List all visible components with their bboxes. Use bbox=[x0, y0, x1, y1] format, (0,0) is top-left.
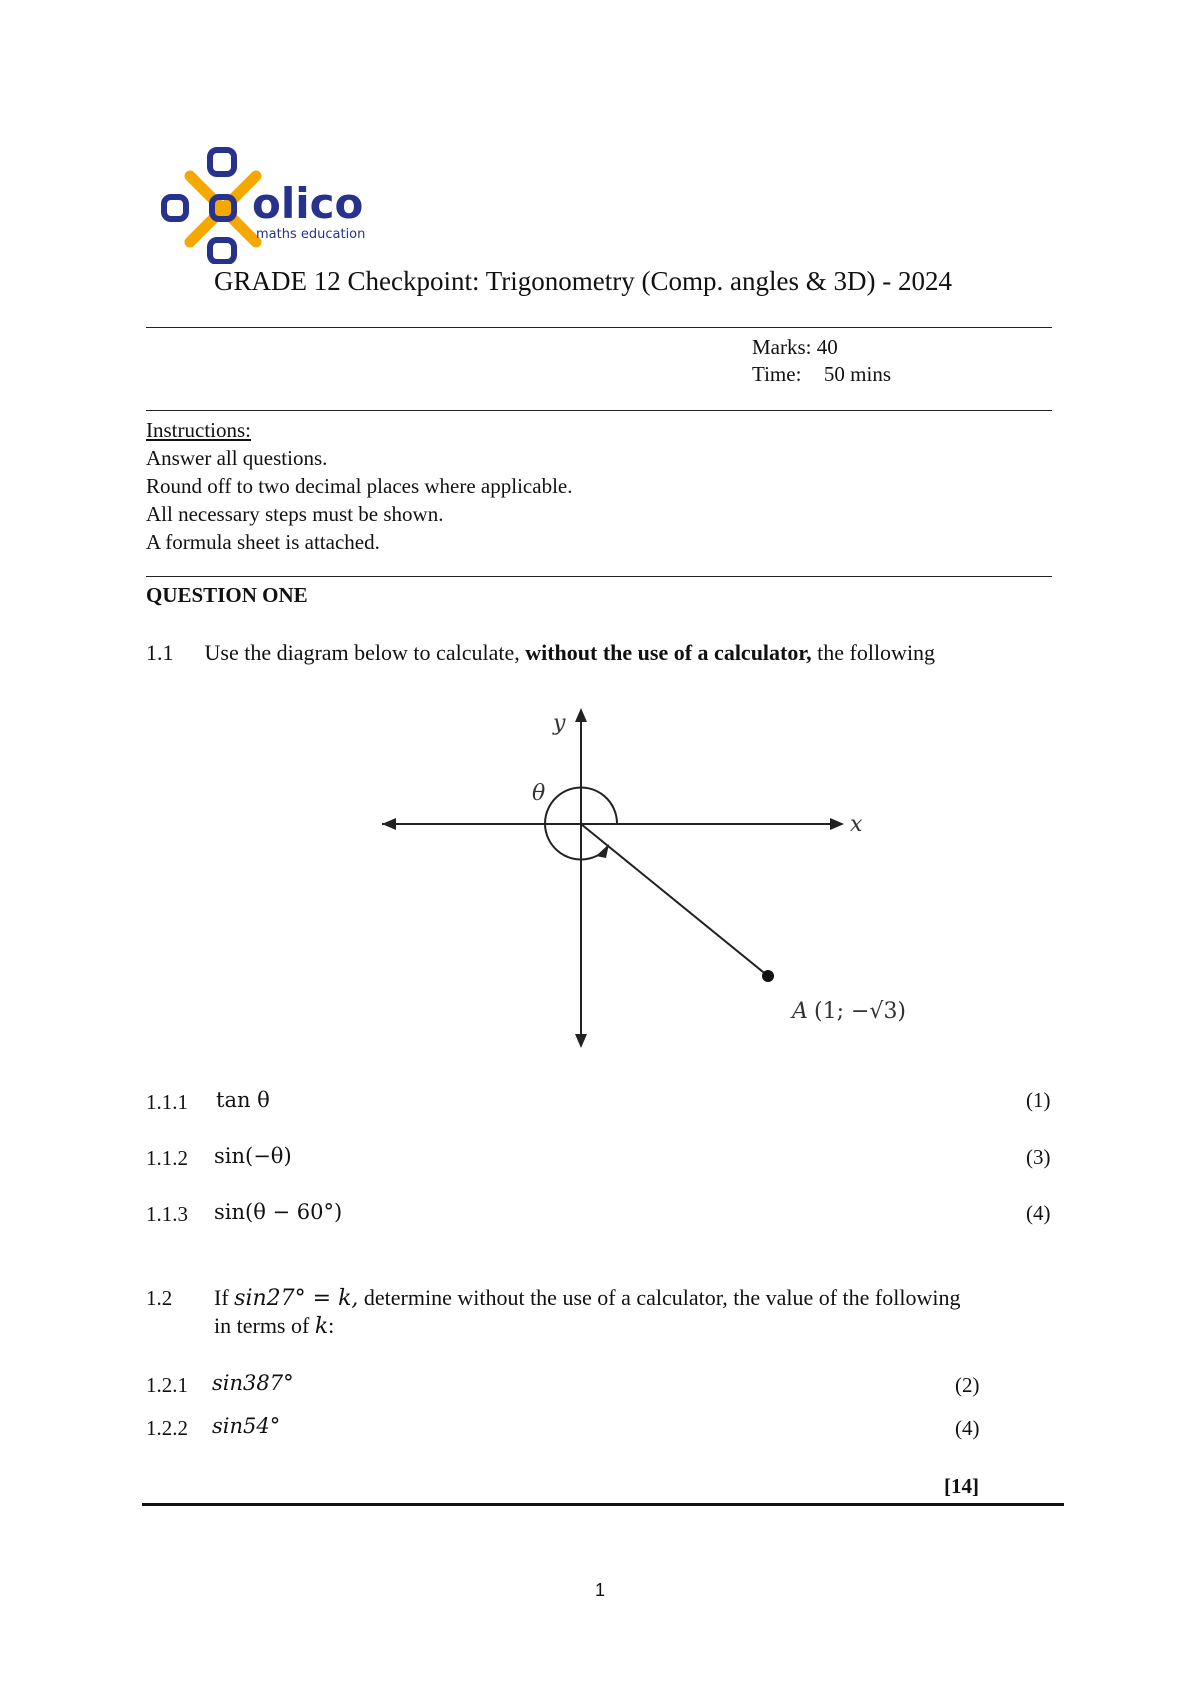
subquestion-number: 1.2.2 bbox=[146, 1416, 188, 1440]
question-text: determine without the use of a calculator, the value of the following bbox=[363, 1285, 961, 1310]
divider bbox=[146, 327, 1052, 328]
logo-tagline: maths education bbox=[256, 227, 366, 242]
question-1-2-line-1 bbox=[214, 1285, 960, 1311]
instruction-line: Round off to two decimal places where applicable. bbox=[146, 474, 573, 498]
subquestion-expression: sin54° bbox=[212, 1414, 281, 1438]
divider bbox=[146, 576, 1052, 577]
instructions-heading: Instructions: bbox=[146, 418, 251, 442]
subquestion-number: 1.1.1 bbox=[146, 1090, 188, 1114]
arrow-right-icon bbox=[830, 818, 844, 830]
instruction-line: All necessary steps must be shown. bbox=[146, 502, 444, 526]
question-number: 1.1 bbox=[146, 640, 174, 665]
subquestion-number: 1.1.3 bbox=[146, 1202, 188, 1226]
page-title: GRADE 12 Checkpoint: Trigonometry (Comp. angles & 3D) - 2024 bbox=[214, 266, 952, 296]
point-label: A bbox=[792, 999, 808, 1024]
time-allowed bbox=[752, 362, 891, 387]
subquestion-marks: (3) bbox=[1026, 1145, 1051, 1169]
time-value: 50 mins bbox=[823, 362, 892, 386]
point-a bbox=[762, 970, 774, 982]
question-text: in terms of bbox=[214, 1313, 310, 1338]
question-number: 1.2 bbox=[146, 1286, 173, 1310]
question-1-2-line-2 bbox=[214, 1313, 334, 1339]
question-text-bold: without the use of a calculator, bbox=[525, 640, 812, 665]
y-axis-label: y bbox=[553, 711, 566, 736]
subquestion-expression: sin(−θ) bbox=[214, 1144, 292, 1168]
question-text: : bbox=[328, 1313, 335, 1338]
instruction-line: A formula sheet is attached. bbox=[146, 530, 380, 554]
subquestion-marks: (4) bbox=[955, 1416, 980, 1440]
marks-total: Marks: 40 bbox=[752, 335, 838, 359]
question-heading: QUESTION ONE bbox=[146, 583, 308, 607]
question-math: sin27° = k, bbox=[234, 1286, 359, 1311]
question-text: the following bbox=[817, 640, 936, 665]
subquestion-marks: (1) bbox=[1026, 1088, 1051, 1112]
question-text: If bbox=[214, 1285, 229, 1310]
x-axis-label: x bbox=[850, 812, 863, 837]
divider bbox=[146, 410, 1052, 411]
logo-brand: olico bbox=[252, 179, 364, 228]
point-coordinates: (1; −√3) bbox=[814, 999, 907, 1024]
subquestion-expression: tan θ bbox=[216, 1088, 270, 1112]
subquestion-marks: (4) bbox=[1026, 1201, 1051, 1225]
instruction-line: Answer all questions. bbox=[146, 446, 328, 470]
subquestion-expression: sin(θ − 60°) bbox=[214, 1200, 343, 1224]
trig-diagram bbox=[370, 700, 910, 1060]
question-total: [14] bbox=[944, 1474, 979, 1498]
question-text: Use the diagram below to calculate, bbox=[204, 640, 520, 665]
page-number: 1 bbox=[595, 1580, 606, 1600]
arrow-down-icon bbox=[575, 1034, 587, 1048]
terminal-arm bbox=[581, 824, 768, 976]
question-math: k bbox=[314, 1314, 329, 1339]
subquestion-number: 1.1.2 bbox=[146, 1146, 188, 1170]
subquestion-marks: (2) bbox=[955, 1373, 980, 1397]
section-end-rule bbox=[142, 1503, 1064, 1506]
subquestion-expression: sin387° bbox=[212, 1371, 294, 1395]
logo-mark-icon bbox=[160, 144, 390, 264]
arc-arrow-icon bbox=[596, 844, 609, 858]
question-1-1 bbox=[146, 640, 935, 666]
logo bbox=[160, 144, 390, 264]
arrow-left-icon bbox=[382, 818, 396, 830]
subquestion-number: 1.2.1 bbox=[146, 1373, 188, 1397]
arrow-up-icon bbox=[575, 708, 587, 722]
angle-label: θ bbox=[532, 781, 546, 806]
time-label: Time: bbox=[752, 362, 802, 386]
